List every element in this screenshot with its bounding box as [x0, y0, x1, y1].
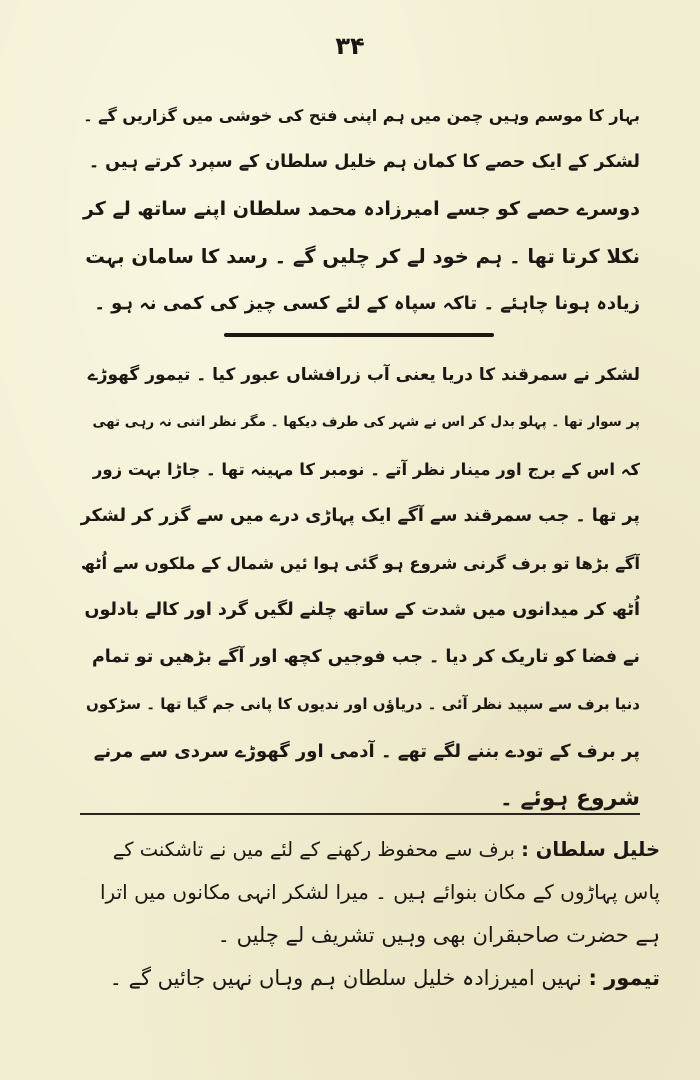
text-line: نے فضا کو تاریک کر دیا ۔ جب فوجیں کچھ اور آگے بڑھیں تو تمام — [91, 647, 640, 667]
text-line: اُٹھ کر میدانوں میں شدت کے ساتھ چلنے لگیں گرد اور کالے بادلوں — [84, 600, 640, 620]
text-line: دوسرے حصے کو جسے امیرزادہ محمد سلطان اپنے ساتھ لے کر — [82, 198, 640, 220]
paragraph-middle — [80, 352, 640, 822]
text-line: زیادہ ہونا چاہئے ۔ تاکہ سپاہ کے لئے کسی چیز کی کمی نہ ہو ۔ — [94, 293, 640, 314]
dialogue-text: نہیں امیرزادہ خلیل سلطان ہم وہاں نہیں جائیں گے ۔ — [109, 966, 589, 990]
text-line: پر سوار تھا ۔ پہلو بدل کر اس نے شہر کی طرف دیکھا ۔ مگر نظر اتنی نہ رہی تھی — [92, 414, 640, 430]
text-line: دنیا برف سے سپید نظر آئی ۔ دریاؤں اور ندیوں کا پانی جم گیا تھا ۔ سڑکوں — [86, 695, 640, 713]
dialogue-line — [100, 828, 660, 871]
section-divider — [224, 333, 494, 337]
dialogue-text: پاس پہاڑوں کے مکان بنوائے ہیں ۔ میرا لشکر انہی مکانوں میں اترا — [100, 880, 660, 904]
dialogue-text: ہے حضرت صاحبقران بھی وہیں تشریف لے چلیں ۔ — [217, 923, 660, 947]
text-line: شروع ہوئے ۔ — [499, 786, 640, 811]
dialogue-line — [100, 957, 660, 1000]
text-line: بہار کا موسم وہیں چمن میں ہم اپنی فتح کی خوشی میں گزاریں گے ۔ — [83, 106, 640, 125]
dialogue-line — [100, 914, 660, 957]
text-line: لشکر کے ایک حصے کا کمان ہم خلیل سلطان کے سپرد کرتے ہیں ۔ — [88, 152, 640, 172]
text-line: آگے بڑھا تو برف گرنی شروع ہو گئی ہوا ئیں شمال کے ملکوں سے اُٹھ — [80, 554, 640, 573]
speaker-name: خلیل سلطان : — [521, 838, 660, 861]
text-line: نکلا کرتا تھا ۔ ہم خود لے کر چلیں گے ۔ رسد کا سامان بہت — [85, 245, 640, 268]
speaker-name: تیمور : — [588, 966, 660, 990]
page-number: ۳۴ — [335, 32, 365, 60]
dialogue-text: برف سے محفوظ رکھنے کے لئے میں نے تاشکنت کے — [112, 838, 522, 861]
dialogue-divider — [80, 813, 640, 815]
text-line: لشکر نے سمرقند کا دریا یعنی آب زرافشاں عبور کیا ۔ تیمور گھوڑے — [87, 365, 640, 385]
text-line: پر تھا ۔ جب سمرقند سے آگے ایک پہاڑی درے میں سے گزر کر لشکر — [80, 506, 640, 526]
dialogue-line — [100, 871, 660, 914]
text-line: پر برف کے تودے بننے لگے تھے ۔ آدمی اور گھوڑے سردی سے مرنے — [93, 741, 640, 762]
dialogue-block — [100, 828, 660, 1000]
text-line: کہ اس کے برج اور مینار نظر آتے ۔ نومبر کا مہینہ تھا ۔ جاڑا بہت زور — [92, 460, 640, 479]
paragraph-top — [80, 92, 640, 327]
